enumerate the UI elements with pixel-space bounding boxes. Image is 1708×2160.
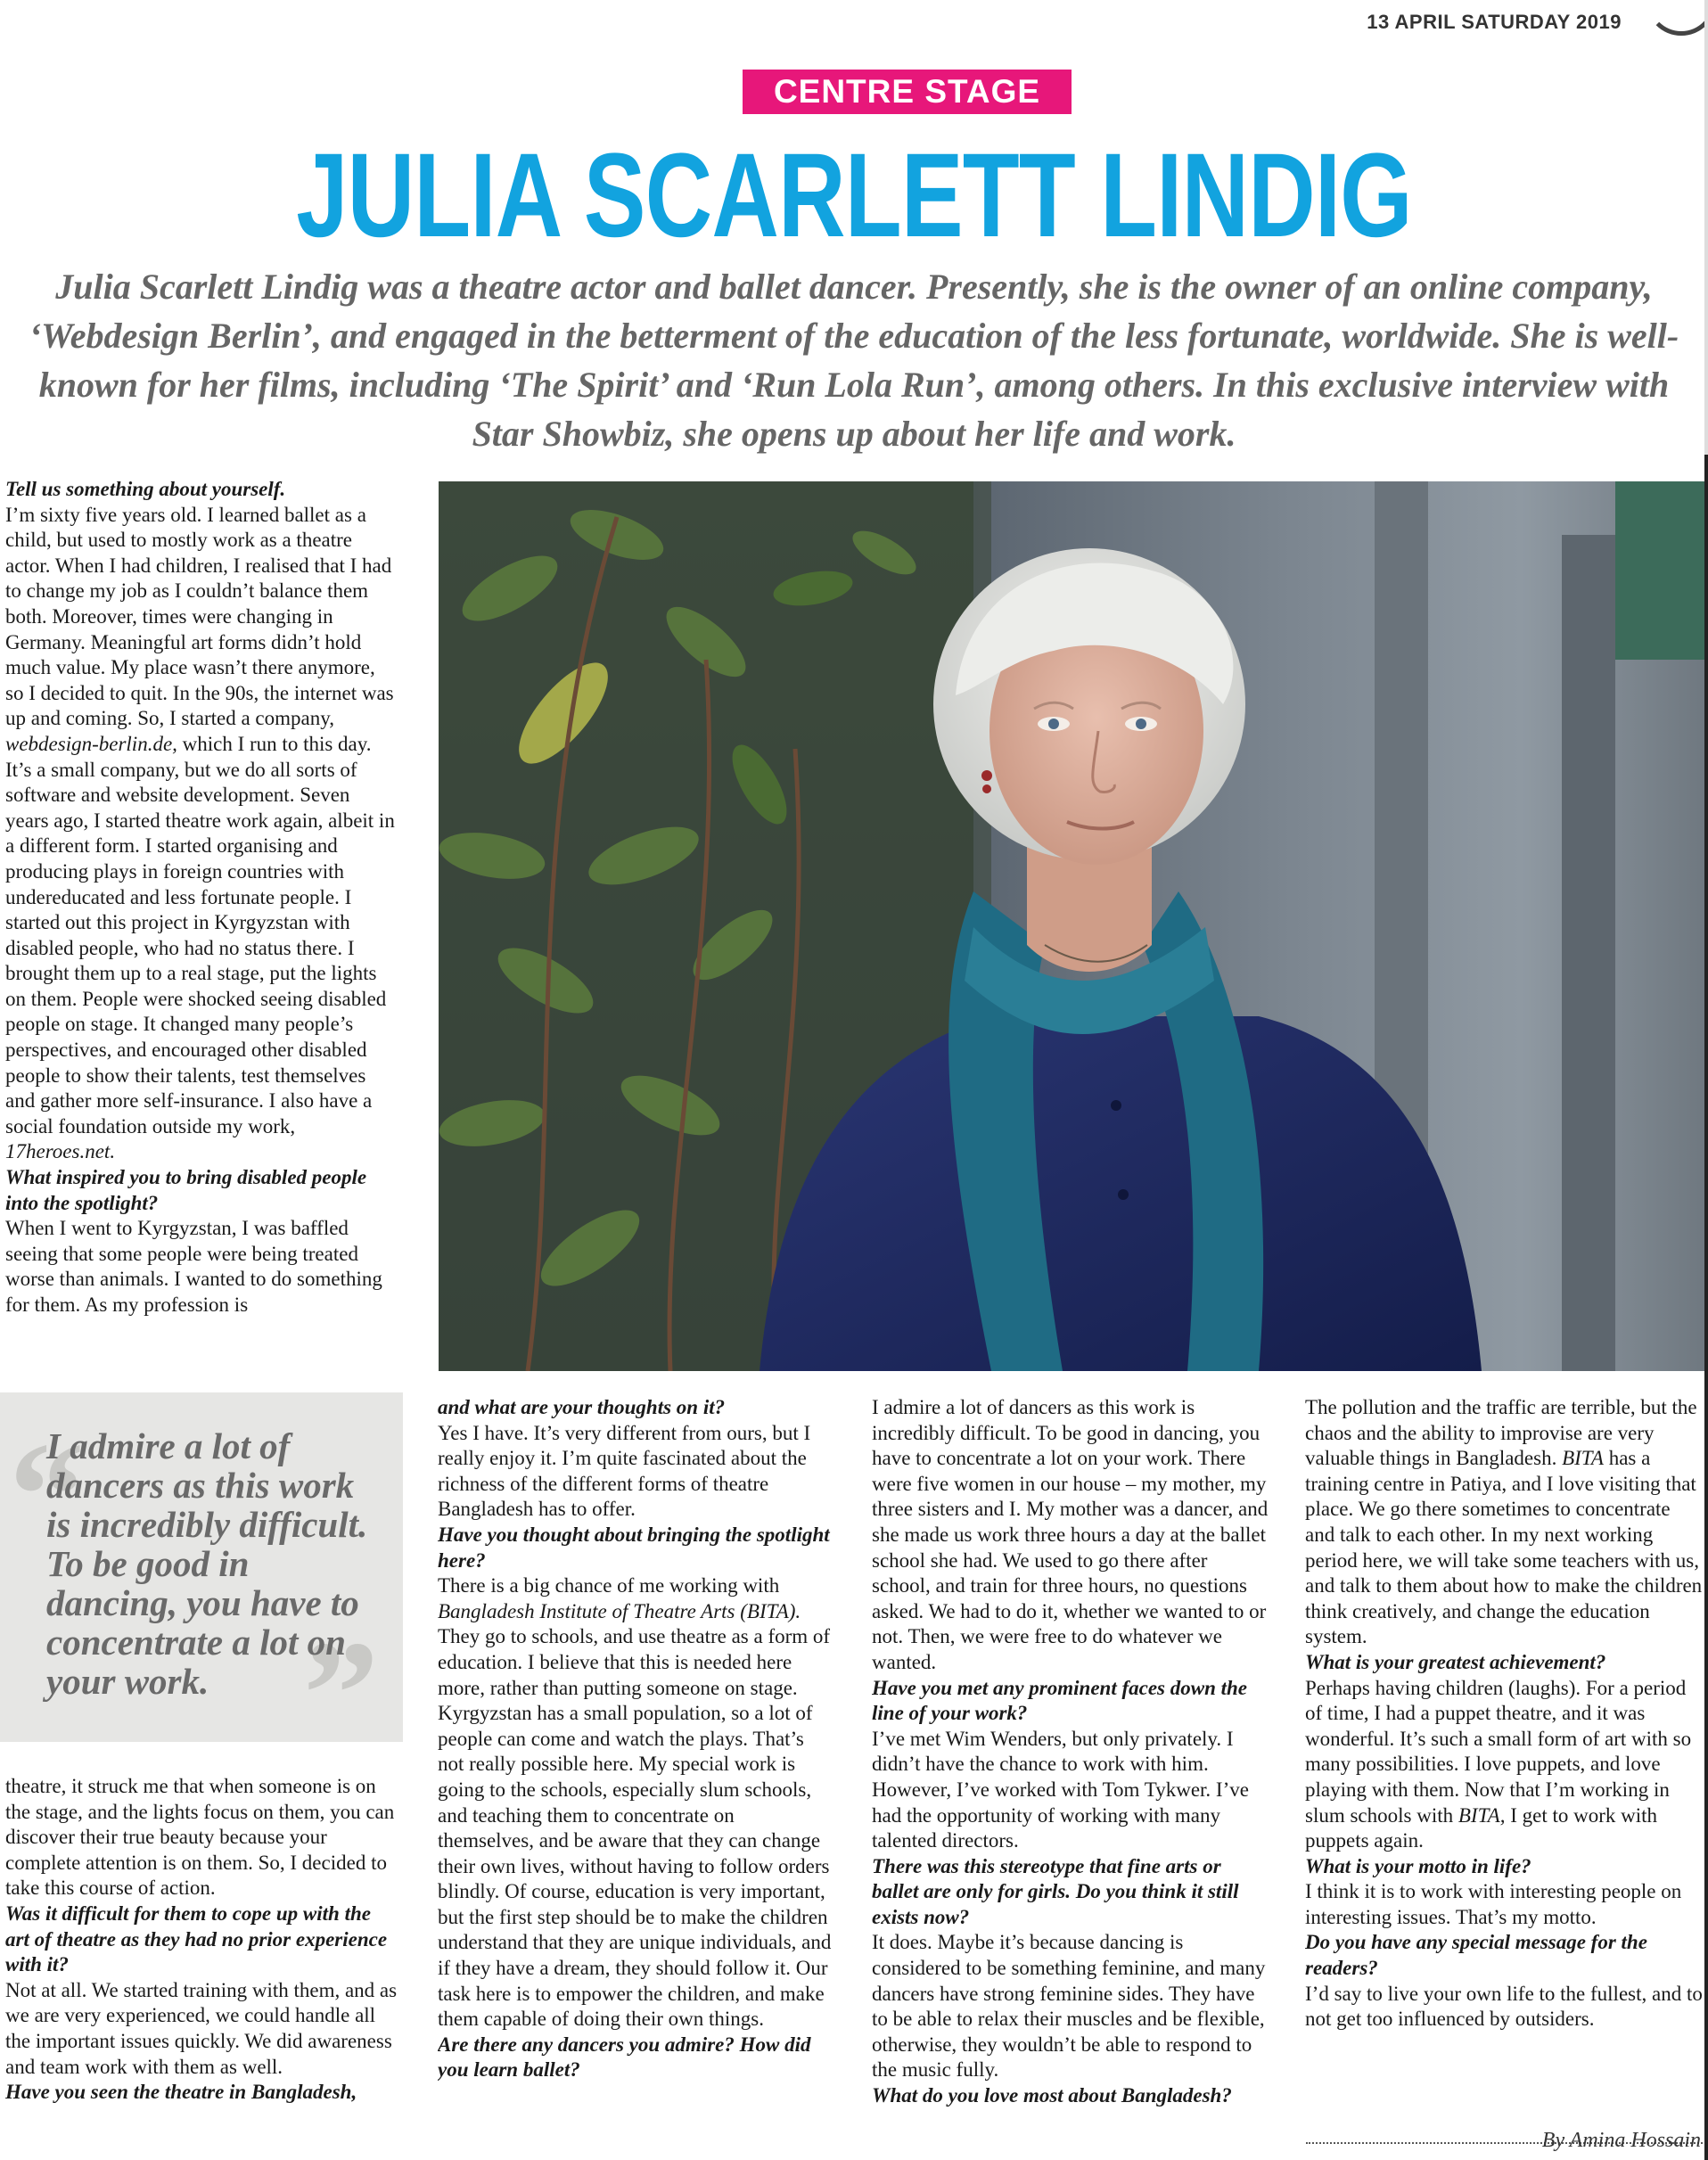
answer-text: Perhaps having children (laughs). For a period of time, I had a puppet theatre, and it was wonderful. It’s such a small form of art with so many possibilities. I love puppets, and love playing with them. Now that I’m working in slum schools with [1305,1676,1692,1827]
section-tag: CENTRE STAGE [743,70,1072,114]
interview-question: Tell us something about yourself. [5,478,286,500]
interview-question: and what are your thoughts on it? [438,1396,726,1418]
answer-italic-text: 17heroes.net. [5,1140,116,1163]
headline: JULIA SCARLETT LINDIG [296,129,1412,262]
dateline: 13 APRIL SATURDAY 2019 [1367,11,1622,33]
interview-question: What is your motto in life? [1305,1854,1531,1877]
portrait-photo [439,481,1704,1371]
answer-text: I admire a lot of dancers as this work is incredibly difficult. To be good in dancing, you have to concentrate a lot on your work. There were five women in our house – my mother, my three sisters and I. My mother was a dancer, and she made us work three hours a day at the ballet school she had. We used to go there after school, and train for three hours, no questions asked. We had to do it, whether we wanted to or not. Then, we were free to do whatever we wanted. [872,1396,1269,1673]
answer-text: Not at all. We started training with them, and as we are very experienced, we could handle all the important issues quickly. We did awareness and team work with them as well. [5,1978,398,2078]
answer-text: There is a big chance of me working with [438,1574,780,1597]
interview-answer [872,1930,1269,2083]
interview-answer [1305,1395,1704,1650]
answer-text: I’ve met Wim Wenders, but only privately. I didn’t have the chance to work with him. However, I’ve worked with Tom Tykwer. I’ve had the opportunity of working with many talented directors. [872,1727,1249,1852]
pullquote-text: I admire a lot of dancers as this work is incredibly difficult. To be good in dancing, you have to concentrate a lot on your work. [46,1425,368,1702]
interview-answer [438,1421,834,1523]
answer-text: which I run to this day. It’s a small company, but we do all sorts of software and website development. Seven years ago, I started theatre work again, albeit in a different form. I started organising and producing plays in foreign countries with undereducated and less fortunate people. I started out this project in Kyrgyzstan with disabled people, who had no status there. I brought them up to a real stage, put the lights on them. People were shocked seeing disabled people on stage. It changed many people’s perspectives, and encouraged other disabled people to show their talents, test themselves and gather more self-insurance. I also have a social foundation outside my work, [5,732,395,1137]
column-1-bottom [5,1774,398,2160]
answer-text: I’m sixty five years old. I learned ballet as a child, but used to mostly work as a theatre actor. When I had children, I realised that I had to change my job as I couldn’t balance them both. Moreover, times were changing in Germany. Meaningful art forms didn’t hold much value. My place wasn’t there anymore, so I decided to quit. In the 90s, the internet was up and coming. So, I started a company, [5,503,394,730]
column-2 [438,1395,834,2160]
answer-text: I’d say to live your own life to the fullest, and to not get too influenced by outsiders. [1305,1982,1703,2031]
interview-question: Was it difficult for them to cope up with the art of theatre as they had no prior experience with it? [5,1901,388,1976]
interview-question: Do you have any special message for the readers? [1305,1931,1647,1980]
interview-answer [438,1573,834,2033]
interview-question: Have you seen the theatre in Bangladesh, [5,2081,357,2104]
column-1-top [5,477,398,1368]
answer-text: It does. Maybe it’s because dancing is considered to be something feminine, and many dancers have strong feminine sides. They have to be able to relax their muscles and be flexible, otherwise, they wouldn’t be able to respond to the music fully. [872,1931,1266,2082]
answer-text: When I went to Kyrgyzstan, I was baffled seeing that some people were being treated worse than animals. I wanted to do something for them. As my profession is [5,1217,382,1316]
interview-question: Are there any dancers you admire? How did you learn ballet? [438,2033,811,2082]
answer-text: They go to schools, and use theatre as a form of education. I believe that this is needed here more, rather than putting someone on stage. Kyrgyzstan has a small population, so a lot of people can come and watch the plays. That’s not really possible here. My special work is going to the schools, especially slum schools, and teaching them to concentrate on themselves, and be aware that they can change their own lives, without having to follow orders blindly. Of course, education is very important, but the first step should be to make the children understand that they are unique individuals, and if they have a dream, they should follow it. Our task here is to empower the children, and make them capable of doing their own things. [438,1625,832,2031]
interview-answer [1305,1676,1704,1854]
answer-text: I think it is to work with interesting people on interesting issues. That’s my motto. [1305,1880,1682,1928]
interview-answer [1305,1879,1704,1930]
page-edge-rule [1704,455,1708,2160]
interview-answer [872,1727,1269,1854]
close-quote-icon: ” [303,1610,379,1778]
column-3 [872,1395,1269,2160]
answer-text: I get to work with puppets again. [1305,1803,1658,1852]
answer-italic-text: BITA, [1458,1803,1506,1827]
answer-text: Yes I have. It’s very different from ours, but I really enjoy it. I’m quite fascinated about the richness of the different forms of theatre Bangladesh has to offer. [438,1421,811,1521]
interview-answer [1305,1982,1704,2033]
answer-italic-text: webdesign-berlin.de, [5,732,177,755]
interview-answer [872,1395,1269,1676]
answer-italic-text: Bangladesh Institute of Theatre Arts (BITA). [438,1599,801,1622]
interview-answer [5,503,398,1165]
interview-question: What do you love most about Bangladesh? [872,2084,1232,2107]
answer-text: has a training centre in Patiya, and I love visiting that place. We go there sometimes to concentrate and talk to each other. In my next working period here, we will take some teachers with us, and talk to them about how to make the children think creatively, and change the education system. [1305,1447,1703,1648]
answer-italic-text: BITA [1562,1447,1604,1470]
column-4 [1305,1395,1704,2126]
answer-text: The pollution and the traffic are terrible, but the chaos and the ability to improvise are very valuable things in Bangladesh. [1305,1396,1697,1470]
interview-question: Have you met any prominent faces down the line of your work? [872,1676,1248,1725]
interview-question: Have you thought about bringing the spotlight here? [438,1523,830,1572]
page-edge-top [1704,0,1708,455]
interview-question: What inspired you to bring disabled people into the spotlight? [5,1166,367,1214]
byline: By Amina Hossain [1541,2129,1701,2152]
interview-answer [5,1216,398,1318]
standfirst: Julia Scarlett Lindig was a theatre actor and ballet dancer. Presently, she is the owner of an online company, ‘Webdesign Berlin’, and engaged in the betterment of the education of the less fortunate, worldwide. She is well-known for her films, including ‘The Spirit’ and ‘Run Lola Run’, among others. In this exclusive interview with Star Showbiz, she opens up about her life and work. [29,267,1679,454]
answer-text: theatre, it struck me that when someone is on the stage, and the lights focus on them, you can discover their true beauty because your complete attention is on them. So, I decided to take this course of action. [5,1775,395,1900]
interview-answer [5,1978,398,2080]
interview-answer [5,1774,398,1901]
interview-question: What is your greatest achievement? [1305,1650,1606,1673]
page-corner-decoration [1646,0,1708,36]
open-quote-icon: “ [9,1411,85,1579]
interview-question: There was this stereotype that fine arts or ballet are only for girls. Do you think it still exists now? [872,1854,1239,1928]
